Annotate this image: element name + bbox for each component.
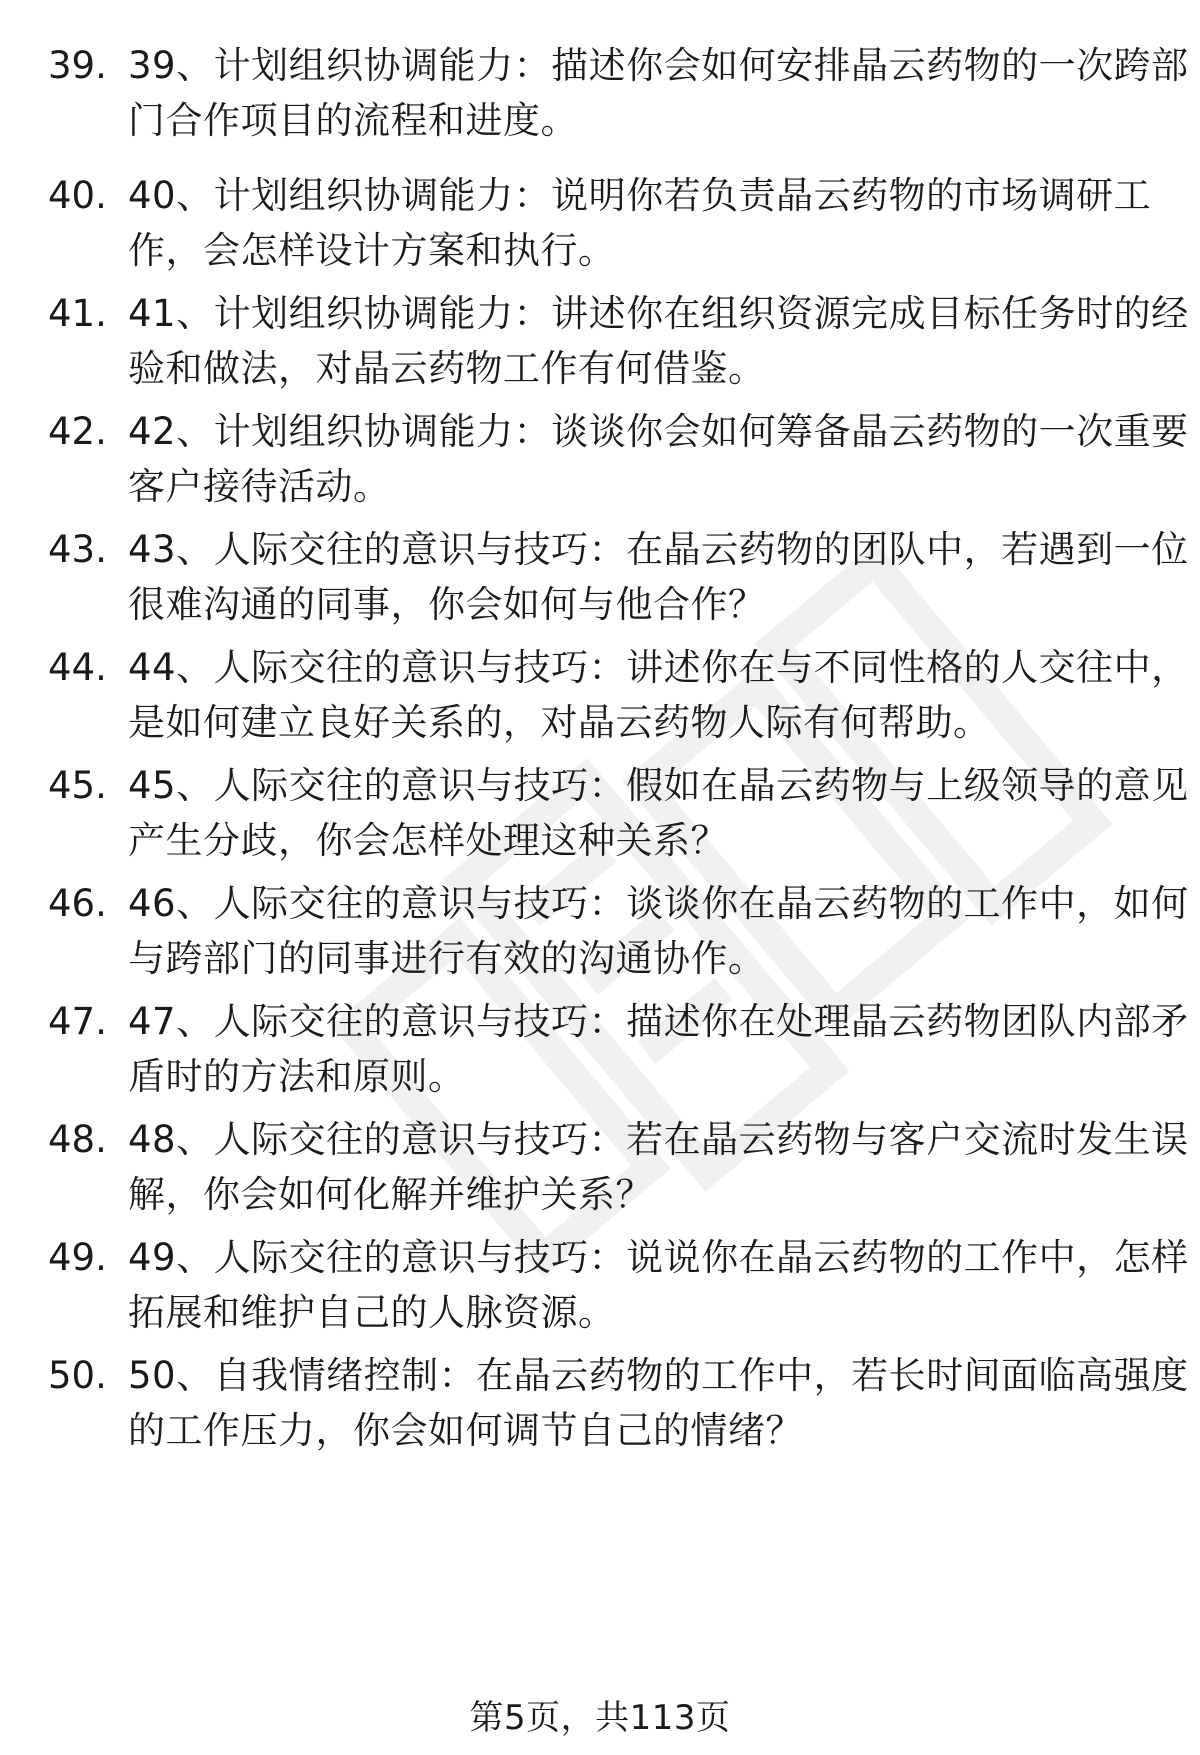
question-item-47 bbox=[48, 994, 1189, 1104]
item-text-line-2: 与跨部门的同事进行有效的沟通协作。 bbox=[128, 937, 766, 980]
question-item-42 bbox=[48, 404, 1189, 514]
item-text-line-2: 产生分歧，你会怎样处理这种关系？ bbox=[128, 819, 728, 862]
item-text-line-2: 很难沟通的同事，你会如何与他合作？ bbox=[128, 583, 766, 626]
item-text-line-2: 验和做法，对晶云药物工作有何借鉴。 bbox=[128, 347, 766, 390]
item-text-line-1: 50、自我情绪控制：在晶云药物的工作中，若长时间面临高强度 bbox=[128, 1354, 1189, 1397]
item-text-line-2: 盾时的方法和原则。 bbox=[128, 1055, 466, 1098]
item-text-line-1: 42、计划组织协调能力：谈谈你会如何筹备晶云药物的一次重要 bbox=[128, 410, 1189, 453]
item-text-line-1: 46、人际交往的意识与技巧：谈谈你在晶云药物的工作中，如何 bbox=[128, 882, 1189, 925]
item-number: 50. bbox=[48, 1354, 107, 1397]
item-text-line-2: 解，你会如何化解并维护关系？ bbox=[128, 1173, 653, 1216]
question-item-50 bbox=[48, 1348, 1189, 1458]
item-text-line-2: 作，会怎样设计方案和执行。 bbox=[128, 229, 616, 272]
item-text-line-1: 44、人际交往的意识与技巧：讲述你在与不同性格的人交往中， bbox=[128, 646, 1189, 689]
item-number: 48. bbox=[48, 1118, 107, 1161]
item-number: 39. bbox=[48, 44, 107, 87]
item-text-line-2: 客户接待活动。 bbox=[128, 465, 391, 508]
item-text-line-1: 43、人际交往的意识与技巧：在晶云药物的团队中，若遇到一位 bbox=[128, 528, 1189, 571]
item-text-line-1: 41、计划组织协调能力：讲述你在组织资源完成目标任务时的经 bbox=[128, 292, 1189, 335]
item-text-line-2: 门合作项目的流程和进度。 bbox=[128, 99, 578, 142]
question-item-45 bbox=[48, 758, 1189, 868]
page-footer: 第5页，共113页 bbox=[469, 1698, 731, 1738]
item-number: 46. bbox=[48, 882, 107, 925]
item-text-line-1: 45、人际交往的意识与技巧：假如在晶云药物与上级领导的意见 bbox=[128, 764, 1189, 807]
item-text-line-1: 49、人际交往的意识与技巧：说说你在晶云药物的工作中，怎样 bbox=[128, 1236, 1189, 1279]
item-text-line-1: 40、计划组织协调能力：说明你若负责晶云药物的市场调研工 bbox=[128, 174, 1152, 217]
item-number: 41. bbox=[48, 292, 107, 335]
question-item-44 bbox=[48, 640, 1189, 750]
item-number: 47. bbox=[48, 1000, 107, 1043]
item-number: 44. bbox=[48, 646, 107, 689]
item-number: 45. bbox=[48, 764, 107, 807]
item-text-line-1: 47、人际交往的意识与技巧：描述你在处理晶云药物团队内部矛 bbox=[128, 1000, 1189, 1043]
item-text-line-2: 的工作压力，你会如何调节自己的情绪？ bbox=[128, 1409, 803, 1452]
question-item-48 bbox=[48, 1112, 1189, 1222]
question-item-40 bbox=[48, 168, 1158, 278]
question-item-43 bbox=[48, 522, 1189, 632]
question-item-41 bbox=[48, 286, 1189, 396]
item-number: 43. bbox=[48, 528, 107, 571]
item-text-line-1: 39、计划组织协调能力：描述你会如何安排晶云药物的一次跨部 bbox=[128, 44, 1189, 87]
question-item-49 bbox=[48, 1230, 1189, 1340]
item-number: 49. bbox=[48, 1236, 107, 1279]
item-number: 40. bbox=[48, 174, 107, 217]
item-number: 42. bbox=[48, 410, 107, 453]
question-item-39 bbox=[48, 38, 1189, 148]
question-item-46 bbox=[48, 876, 1189, 986]
item-text-line-2: 拓展和维护自己的人脉资源。 bbox=[128, 1291, 616, 1334]
item-text-line-2: 是如何建立良好关系的，对晶云药物人际有何帮助。 bbox=[128, 701, 991, 744]
item-text-line-1: 48、人际交往的意识与技巧：若在晶云药物与客户交流时发生误 bbox=[128, 1118, 1189, 1161]
